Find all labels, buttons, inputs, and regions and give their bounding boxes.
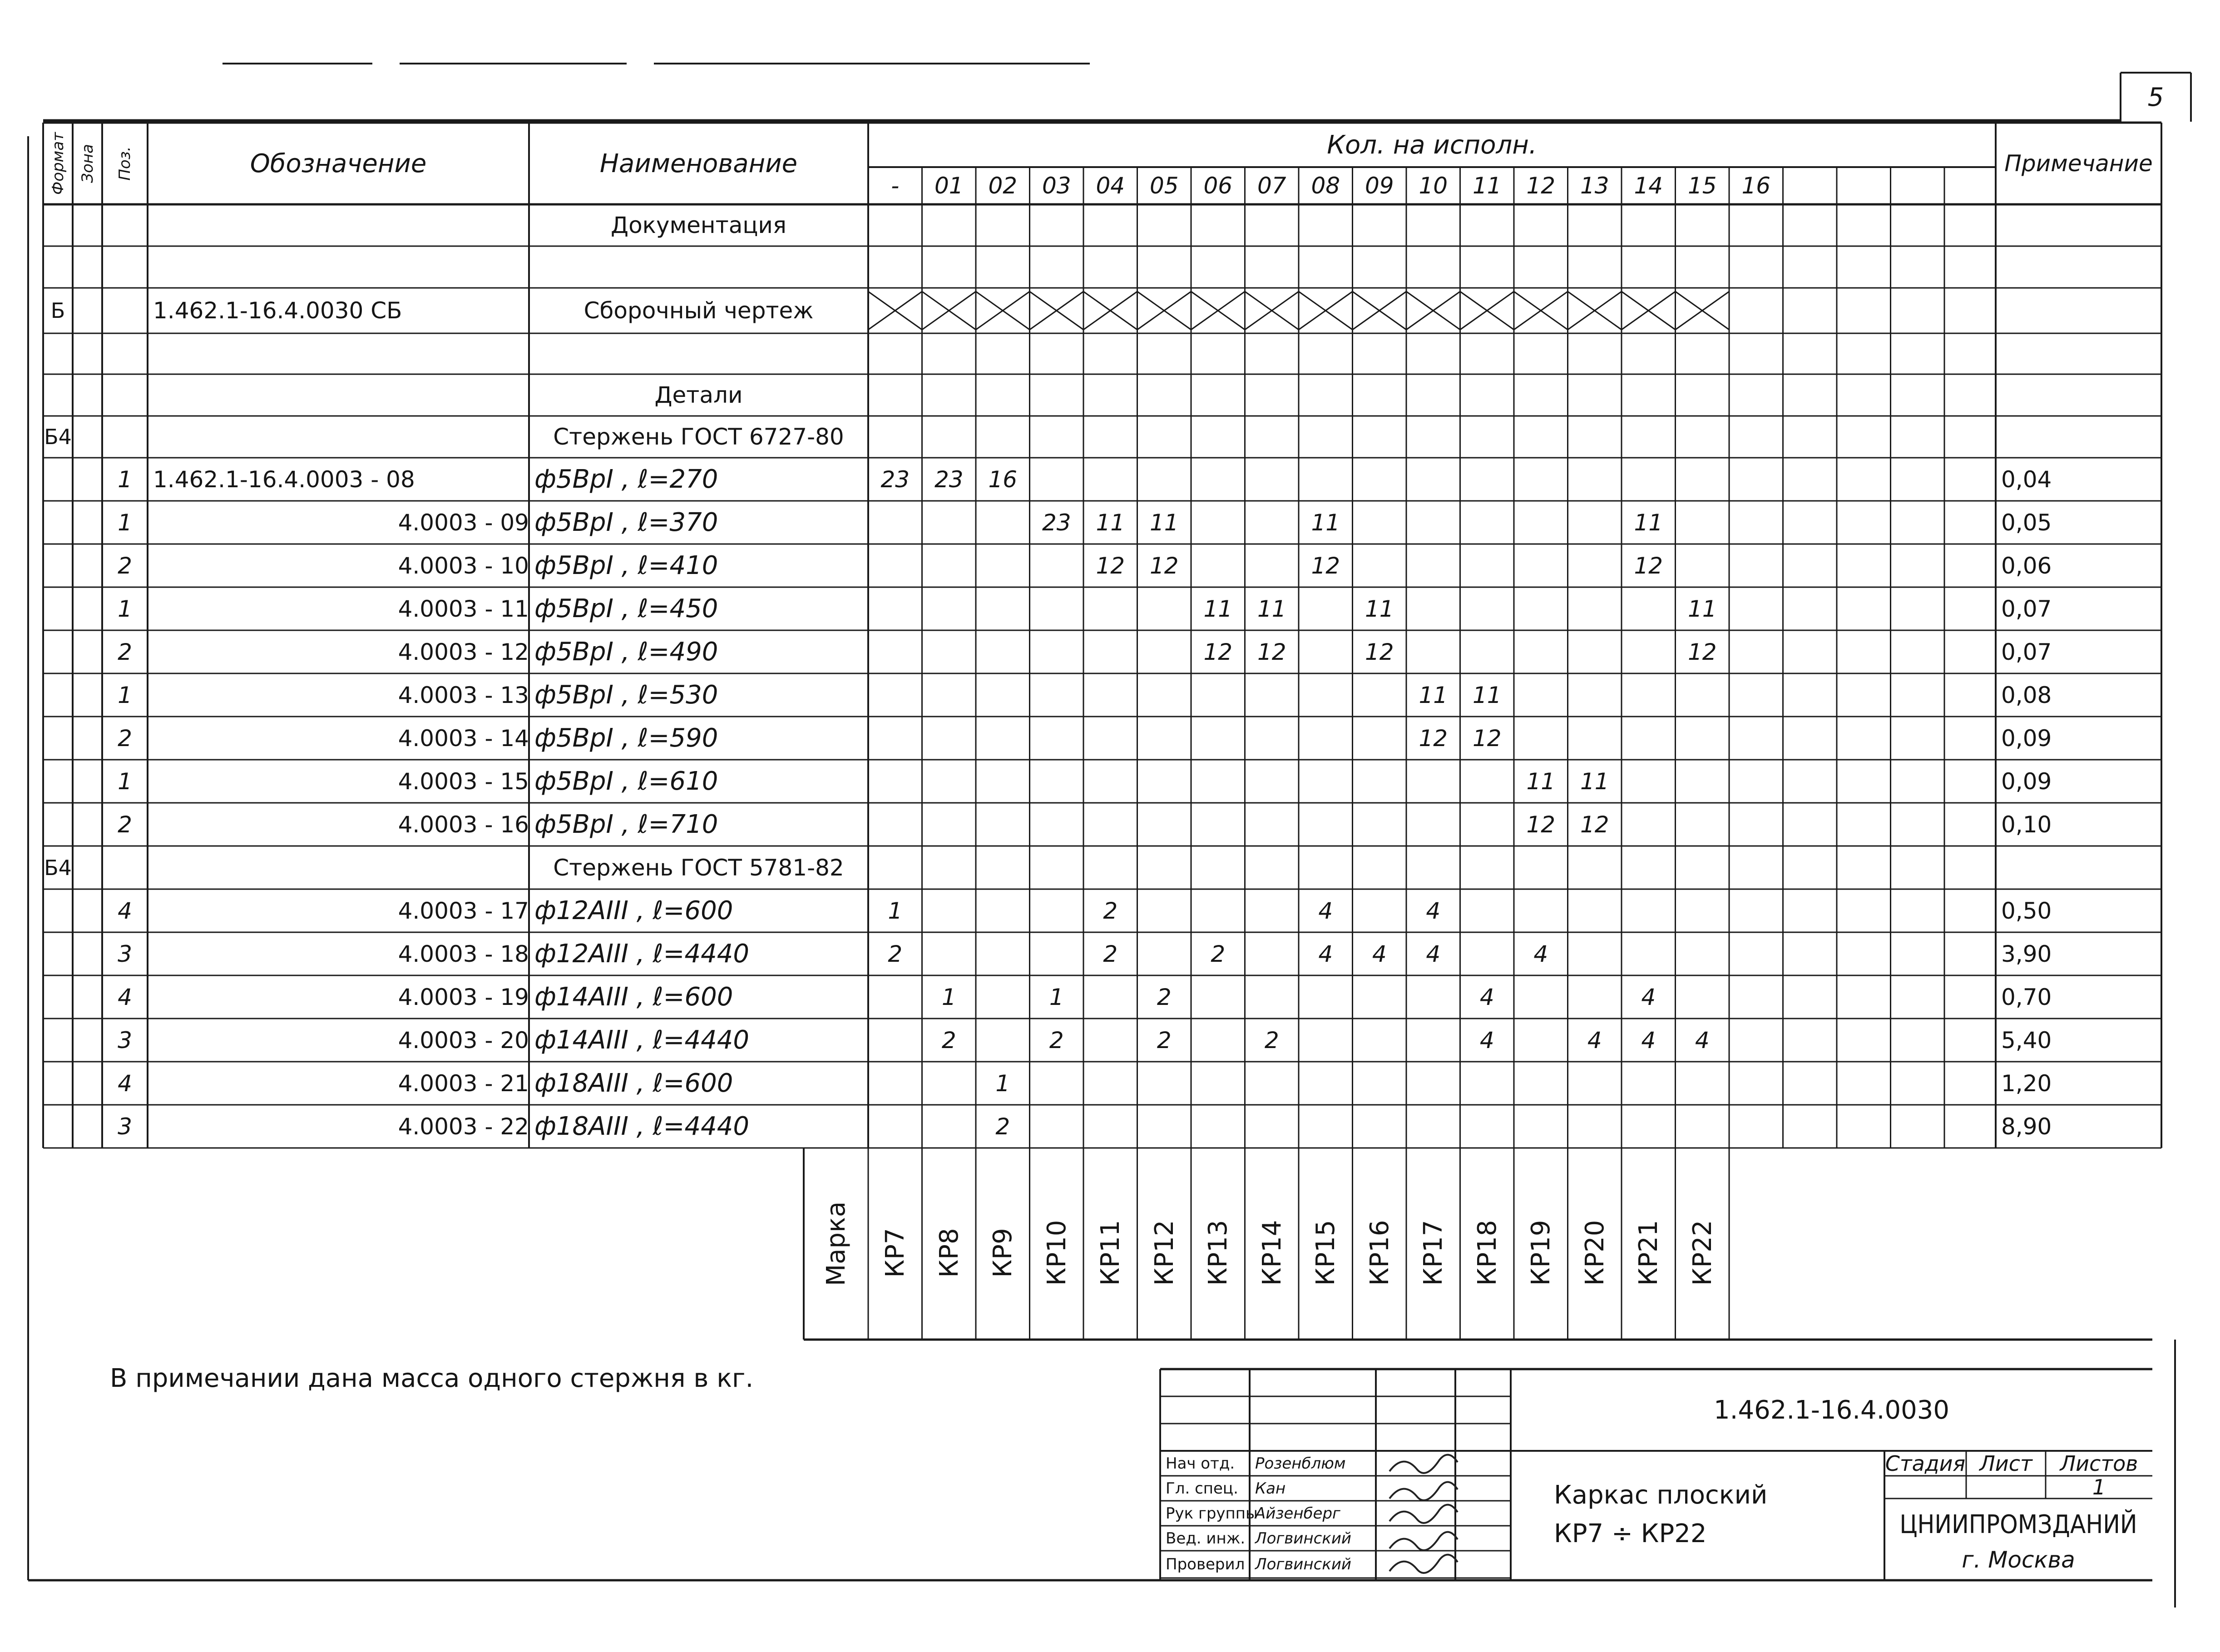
row-qty: 2	[1049, 1027, 1064, 1054]
row-qty: 2	[941, 1027, 956, 1054]
section-title: Стержень ГОСТ 5781-82	[553, 854, 844, 881]
doc-number: 1.462.1-16.4.0030	[1714, 1395, 1949, 1425]
row-designation: 4.0003 - 11	[398, 595, 529, 622]
row-qty: 11	[1257, 595, 1286, 622]
section-title: Документация	[611, 212, 786, 238]
header-variant-6: 06	[1203, 173, 1233, 199]
doc-name: Сборочный чертеж	[583, 297, 814, 324]
mark-КР17: КР17	[1418, 1220, 1448, 1286]
row-remark: 0,06	[2001, 552, 2052, 579]
mark-КР8: КР8	[934, 1228, 964, 1278]
header-pos: Поз.	[116, 146, 134, 181]
row-pos: 1	[118, 595, 132, 622]
signature-mark	[1389, 1482, 1458, 1500]
signatory-role: Проверил	[1166, 1555, 1245, 1573]
row-name: ф5ВрI , ℓ=590	[534, 723, 718, 753]
signature-mark	[1389, 1555, 1458, 1573]
title-line-2: КР7 ÷ КР22	[1554, 1519, 1707, 1548]
row-qty: 12	[1419, 725, 1448, 752]
signatory-name: Кан	[1255, 1479, 1286, 1498]
row-pos: 4	[118, 897, 132, 924]
section-title: Детали	[654, 382, 743, 408]
row-remark: 0,09	[2001, 725, 2052, 752]
row-qty: 12	[1472, 725, 1502, 752]
row-qty: 1	[941, 984, 956, 1010]
row-name: ф5ВрI , ℓ=450	[534, 594, 718, 623]
row-qty: 4	[1641, 984, 1656, 1010]
row-qty: 4	[1479, 984, 1494, 1010]
header-variant-14: 14	[1634, 173, 1663, 199]
row-remark: 0,07	[2001, 595, 2052, 622]
row-qty: 1	[1049, 984, 1064, 1010]
row-qty: 12	[1526, 811, 1556, 838]
mark-КР7: КР7	[880, 1228, 910, 1278]
row-designation: 4.0003 - 18	[398, 940, 529, 967]
row-pos: 1	[118, 509, 132, 536]
row-designation: 4.0003 - 09	[398, 509, 529, 536]
row-qty: 12	[1365, 638, 1394, 665]
header-variant-3: 03	[1042, 173, 1071, 199]
row-qty: 2	[1211, 940, 1226, 967]
row-pos: 2	[118, 725, 132, 752]
signatory-name: Айзенберг	[1255, 1504, 1340, 1523]
row-name: ф5ВрI , ℓ=710	[534, 810, 718, 839]
signature-mark	[1389, 1505, 1458, 1523]
header-variant-4: 04	[1096, 173, 1125, 199]
header-remark: Примечание	[2004, 150, 2153, 177]
signature-mark	[1389, 1532, 1458, 1550]
section-title: Стержень ГОСТ 6727-80	[553, 424, 844, 450]
row-qty: 23	[1042, 509, 1071, 536]
row-qty: 2	[1264, 1027, 1279, 1054]
row-pos: 4	[118, 984, 132, 1010]
row-name: ф5ВрI , ℓ=490	[534, 637, 718, 667]
header-zone: Зона	[78, 144, 97, 183]
header-designation: Обозначение	[250, 148, 427, 178]
header-variant-12: 12	[1526, 173, 1556, 199]
note-text: В примечании дана масса одного стержня в кг.	[110, 1363, 754, 1393]
header-variant-15: 15	[1687, 173, 1717, 199]
row-name: ф5ВрI , ℓ=410	[534, 551, 718, 580]
row-name: ф14АIII , ℓ=4440	[534, 1025, 749, 1055]
mark-КР22: КР22	[1687, 1220, 1717, 1286]
row-qty: 4	[1479, 1027, 1494, 1054]
page-number: 5	[2147, 82, 2164, 112]
row-qty: 12	[1149, 552, 1179, 579]
row-qty: 23	[880, 466, 910, 493]
row-name: ф5ВрI , ℓ=370	[534, 508, 718, 537]
header-variant-9: 09	[1365, 173, 1394, 199]
mark-КР16: КР16	[1365, 1220, 1394, 1286]
row-format: Б4	[44, 425, 72, 449]
mark-КР18: КР18	[1472, 1220, 1502, 1286]
sheets-label: Листов	[2060, 1451, 2138, 1476]
row-qty: 4	[1426, 940, 1441, 967]
row-qty: 12	[1257, 638, 1286, 665]
mark-КР20: КР20	[1580, 1220, 1610, 1286]
row-designation: 4.0003 - 22	[398, 1113, 529, 1140]
row-qty: 2	[1157, 1027, 1172, 1054]
row-remark: 0,50	[2001, 897, 2052, 924]
row-qty: 23	[934, 466, 964, 493]
signatory-role: Рук группы	[1166, 1504, 1258, 1523]
row-remark: 0,08	[2001, 682, 2052, 708]
marks-label: Марка	[821, 1201, 851, 1286]
row-qty: 4	[1641, 1027, 1656, 1054]
row-qty: 1	[995, 1070, 1010, 1097]
row-designation: 4.0003 - 21	[398, 1070, 529, 1097]
row-qty: 16	[988, 466, 1018, 493]
row-pos: 2	[118, 638, 132, 665]
row-designation: 4.0003 - 12	[398, 638, 529, 665]
row-qty: 11	[1311, 509, 1340, 536]
row-name: ф18АIII , ℓ=4440	[534, 1112, 749, 1141]
header-variant-2: 02	[988, 173, 1018, 199]
row-remark: 0,70	[2001, 984, 2052, 1010]
row-qty: 4	[1587, 1027, 1602, 1054]
row-qty: 11	[1526, 768, 1556, 795]
row-qty: 2	[1103, 940, 1118, 967]
header-variant-0: -	[891, 173, 900, 199]
org-name: ЦНИИПРОМЗДАНИЙ	[1899, 1510, 2137, 1539]
row-qty: 4	[1533, 940, 1548, 967]
row-qty: 2	[1157, 984, 1172, 1010]
row-remark: 5,40	[2001, 1027, 2052, 1054]
stage-label: Стадия	[1885, 1451, 1966, 1476]
signatory-role: Нач отд.	[1166, 1454, 1235, 1473]
row-pos: 1	[118, 768, 132, 795]
row-format: Б4	[44, 855, 72, 880]
row-qty: 4	[1695, 1027, 1710, 1054]
row-pos: 3	[118, 1113, 132, 1140]
row-qty: 2	[995, 1113, 1010, 1140]
row-qty: 2	[888, 940, 903, 967]
sheet-label: Лист	[1979, 1451, 2032, 1476]
row-name: ф12АIII , ℓ=4440	[534, 939, 749, 969]
row-qty: 11	[1365, 595, 1394, 622]
header-variant-7: 07	[1257, 173, 1286, 199]
row-qty: 4	[1318, 940, 1333, 967]
title-line-1: Каркас плоский	[1554, 1480, 1768, 1510]
mark-КР12: КР12	[1149, 1220, 1179, 1286]
mark-КР9: КР9	[988, 1228, 1018, 1278]
row-qty: 11	[1634, 509, 1663, 536]
row-format: Б	[50, 298, 65, 323]
signatory-role: Гл. спец.	[1166, 1479, 1238, 1498]
signature-mark	[1389, 1455, 1458, 1473]
signatory-name: Логвинский	[1255, 1529, 1352, 1548]
row-qty: 11	[1687, 595, 1717, 622]
header-variant-10: 10	[1419, 173, 1448, 199]
row-qty: 12	[1311, 552, 1340, 579]
header-variant-13: 13	[1580, 173, 1609, 199]
signatory-name: Логвинский	[1255, 1555, 1352, 1573]
row-remark: 0,10	[2001, 811, 2052, 838]
row-qty: 12	[1203, 638, 1233, 665]
row-qty: 4	[1318, 897, 1333, 924]
row-qty: 4	[1426, 897, 1441, 924]
row-remark: 0,09	[2001, 768, 2052, 795]
row-qty: 11	[1203, 595, 1233, 622]
row-remark: 0,07	[2001, 638, 2052, 665]
row-qty: 4	[1372, 940, 1387, 967]
row-qty: 12	[1634, 552, 1663, 579]
row-qty: 12	[1580, 811, 1609, 838]
row-pos: 1	[118, 466, 132, 493]
doc-designation: 1.462.1-16.4.0030 СБ	[153, 297, 402, 324]
row-pos: 1	[118, 682, 132, 708]
mark-КР19: КР19	[1526, 1220, 1556, 1286]
mark-КР21: КР21	[1633, 1220, 1663, 1286]
row-pos: 2	[118, 552, 132, 579]
header-name: Наименование	[599, 148, 798, 178]
mark-КР10: КР10	[1042, 1220, 1072, 1286]
row-designation: 4.0003 - 17	[398, 897, 529, 924]
row-qty: 12	[1096, 552, 1125, 579]
row-qty: 11	[1472, 682, 1502, 708]
mark-КР13: КР13	[1203, 1220, 1233, 1286]
row-designation: 4.0003 - 20	[398, 1027, 529, 1054]
row-qty: 1	[888, 897, 903, 924]
row-qty: 11	[1149, 509, 1179, 536]
row-pos: 2	[118, 811, 132, 838]
row-designation: 4.0003 - 14	[398, 725, 529, 752]
mark-КР14: КР14	[1257, 1220, 1287, 1286]
row-qty: 11	[1580, 768, 1609, 795]
header-variant-11: 11	[1472, 173, 1502, 199]
row-remark: 0,04	[2001, 466, 2052, 493]
row-remark: 3,90	[2001, 940, 2052, 967]
header-variant-16: 16	[1741, 173, 1771, 199]
row-name: ф18АIII , ℓ=600	[534, 1068, 733, 1098]
row-designation: 4.0003 - 16	[398, 811, 529, 838]
row-designation: 4.0003 - 15	[398, 768, 529, 795]
row-designation: 1.462.1-16.4.0003 - 08	[153, 466, 415, 493]
header-variant-5: 05	[1149, 173, 1179, 199]
row-qty: 11	[1096, 509, 1125, 536]
row-name: ф5ВрI , ℓ=610	[534, 767, 718, 796]
row-designation: 4.0003 - 19	[398, 984, 529, 1010]
row-designation: 4.0003 - 13	[398, 682, 529, 708]
header-qty-title: Кол. на исполн.	[1327, 130, 1537, 160]
header-variant-1: 01	[934, 173, 964, 199]
header-format: Формат	[49, 132, 67, 195]
row-name: ф12АIII , ℓ=600	[534, 896, 733, 925]
row-qty: 2	[1103, 897, 1118, 924]
row-pos: 4	[118, 1070, 132, 1097]
mark-КР15: КР15	[1310, 1220, 1340, 1286]
row-name: ф5ВрI , ℓ=530	[534, 680, 718, 710]
signatory-role: Вед. инж.	[1166, 1529, 1246, 1548]
org-city: г. Москва	[1962, 1547, 2075, 1573]
row-qty: 12	[1687, 638, 1717, 665]
row-name: ф14АIII , ℓ=600	[534, 982, 733, 1012]
row-remark: 8,90	[2001, 1113, 2052, 1140]
row-pos: 3	[118, 1027, 132, 1054]
row-pos: 3	[118, 940, 132, 967]
header-variant-8: 08	[1311, 173, 1340, 199]
row-remark: 1,20	[2001, 1070, 2052, 1097]
row-qty: 11	[1419, 682, 1448, 708]
row-designation: 4.0003 - 10	[398, 552, 529, 579]
mark-КР11: КР11	[1095, 1220, 1125, 1286]
signatory-name: Розенблюм	[1255, 1454, 1346, 1473]
row-remark: 0,05	[2001, 509, 2052, 536]
sheets-value: 1	[2092, 1475, 2106, 1499]
row-name: ф5ВрI , ℓ=270	[534, 465, 718, 494]
